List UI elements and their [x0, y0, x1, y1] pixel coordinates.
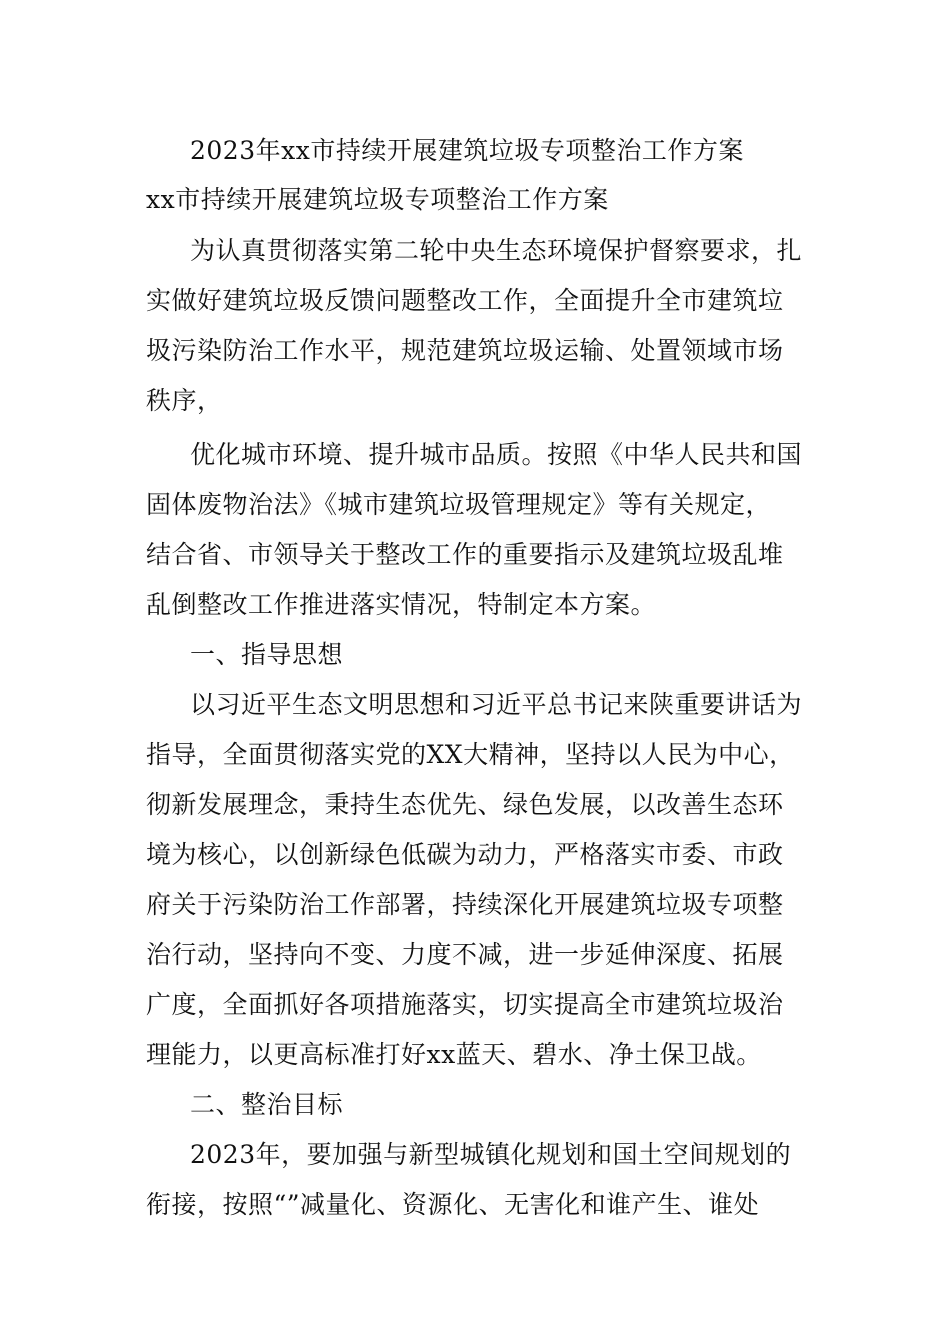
paragraph-line: 以习近平生态文明思想和习近平总书记来陕重要讲话为 — [190, 690, 803, 719]
paragraph-line: 治行动，坚持向不变、力度不减，进一步延伸深度、拓展 — [146, 940, 784, 969]
section-heading: 一、指导思想 — [190, 640, 344, 669]
paragraph-line: 广度，全面抓好各项措施落实，切实提高全市建筑垃圾治 — [146, 990, 784, 1019]
paragraph-line: 为认真贯彻落实第二轮中央生态环境保护督察要求，扎 — [190, 236, 803, 265]
paragraph-line: 府关于污染防治工作部署，持续深化开展建筑垃圾专项整 — [146, 890, 784, 919]
paragraph-line: 乱倒整改工作推进落实情况，特制定本方案。 — [146, 590, 657, 619]
paragraph-line: 秩序， — [146, 386, 223, 415]
section-heading: 二、整治目标 — [190, 1090, 344, 1119]
paragraph — [146, 1130, 808, 1230]
paragraph-line: 彻新发展理念，秉持生态优先、绿色发展，以改善生态环 — [146, 790, 784, 819]
paragraph-line: 衔接，按照“”减量化、资源化、无害化和谁产生、谁处 — [146, 1190, 760, 1219]
paragraph-line: 实做好建筑垃圾反馈问题整改工作，全面提升全市建筑垃 — [146, 286, 784, 315]
paragraph-line: 圾污染防治工作水平，规范建筑垃圾运输、处置领域市场 — [146, 336, 784, 365]
paragraph-line: 境为核心，以创新绿色低碳为动力，严格落实市委、市政 — [146, 840, 784, 869]
paragraph-line: 结合省、市领导关于整改工作的重要指示及建筑垃圾乱堆 — [146, 540, 784, 569]
document-title: 2023年xx市持续开展建筑垃圾专项整治工作方案 — [190, 136, 744, 165]
document-body — [146, 128, 808, 1230]
paragraph-line: 固体废物治法》《城市建筑垃圾管理规定》等有关规定， — [146, 490, 772, 519]
paragraph — [146, 430, 808, 630]
document-subtitle: xx市持续开展建筑垃圾专项整治工作方案 — [146, 185, 609, 214]
paragraph — [146, 680, 808, 1080]
paragraph — [146, 226, 808, 426]
paragraph-line: 理能力，以更高标准打好xx蓝天、碧水、净土保卫战。 — [146, 1040, 762, 1069]
paragraph-line: 2023年，要加强与新型城镇化规划和国土空间规划的 — [190, 1140, 792, 1169]
paragraph-line: 指导，全面贯彻落实党的XX大精神，坚持以人民为中心， — [146, 740, 795, 769]
paragraph-line: 优化城市环境、提升城市品质。按照《中华人民共和国 — [190, 440, 803, 469]
